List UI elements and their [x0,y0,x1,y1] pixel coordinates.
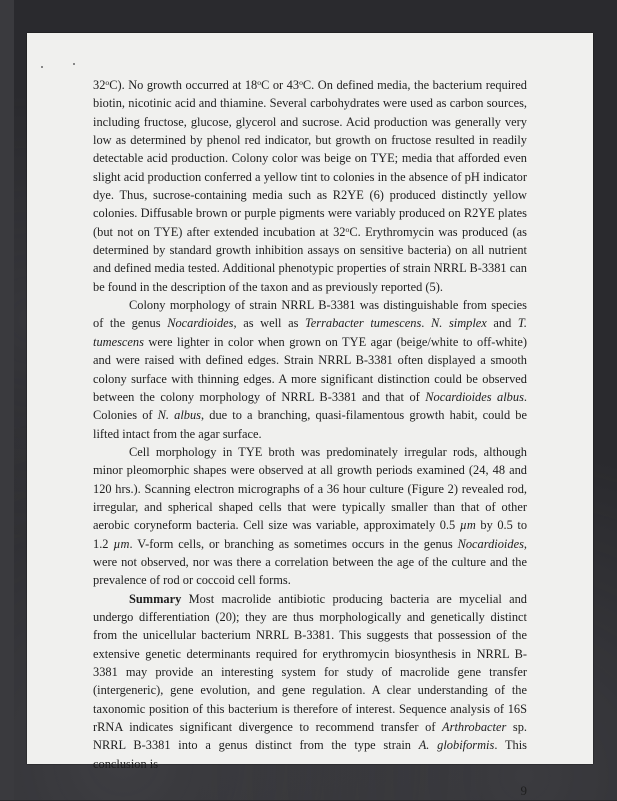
italic-term: µm [459,518,476,533]
text-run: Colony morphology of strain NRRL B-3381 was distinguishable from species of the genus [93,298,527,331]
paragraph-growth-conditions [93,76,527,296]
text-run: 32 [93,78,106,92]
text-run: Most macrolide antibiotic producing bacteria are mycelial and undergo differentiation (20); they are thus morphologically and genetically distinct from the unicellular bacterium NRRL B-3381. This suggests that possession of the extensive genetic determinants required for erythromycin biosynthesis in NRRL B-3381 may provide an interesting system for study of macrolide gene transfer (intergeneric), gene evolution, and gene regulation. A clear understanding of the taxonomic position of this bacterium is therefore of interest. Sequence analysis of 16S rRNA indicates significant divergence to recommend transfer of [93,591,527,735]
italic-term: µm [113,536,130,551]
italic-term: Nocardioides albus [425,389,524,404]
scan-speck [41,66,43,68]
text-run: . V-form cells, or branching as sometimes occurs in the genus [129,536,458,551]
text-run: C or 43 [261,78,300,92]
text-run: C. Erythromycin was produced (as determined by standard growth inhibition assays on sensitive bacteria) on all nutrient and defined media tested. Additional phenotypic properties of strain NRRL B-3381 can be found in the description of the taxon and as previously reported (5). [93,224,527,294]
degree-superscript: o [105,78,110,88]
italic-term: N. simplex [430,316,487,331]
text-run: C. On defined media, the bacterium required biotin, nicotinic acid and thiamine. Several carbohydrates were used as carbon sources, including fructose, glucose, glycerol and sucrose. Acid production was generally very low as determined by phenol red indicator, but growth on fructose resulted in readily detectable acid production. Colony color was beige on TYE; media that afforded even slight acid production conferred a yellow tint to colonies in the absence of pH indicator dye. Thus, sucrose-containing media such as R2YE (6) produced distinctly yellow colonies. Diffusable brown or purple pigments were variably produced on R2YE plates (but not on TYE) after extended incubation at 32 [93,78,527,239]
text-run: . This conclusion is [93,738,528,771]
italic-term: Nocardioides [457,536,524,551]
text-run: by 0.5 to 1.2 [93,518,528,551]
text-run: , due to a branching, quasi-filamentous growth habit, could be lifted intact from the agar surface. [93,408,528,441]
italic-term: Nocardioides [167,316,234,331]
text-run: and [486,316,518,331]
scan-speck [73,63,75,65]
text-run: . Colonies of [93,389,528,423]
italic-term: A. globiformis [418,738,495,753]
page-number: 9 [520,783,527,798]
text-run: , as well as [233,316,305,331]
text-run: , were not observed, nor was there a correlation between the age of the culture and the prevalence of rod or coccoid cell forms. [93,536,527,588]
scan-background-edge [0,0,14,800]
degree-superscript: o [257,78,262,88]
degree-superscript: o [345,224,350,234]
italic-term: Arthrobacter [442,720,507,735]
italic-term: Terrabacter tumescens [305,316,422,331]
italic-term: T. tumescens [93,316,527,349]
text-run: Cell morphology in TYE broth was predominately irregular rods, although minor pleomorphic shapes were observed at all growth periods examined (24, 48 and 120 hrs.). Scanning electron micrographs of a 36 hour culture (Figure 2) revealed rod, irregular, and spherical shaped cells that were typically smaller than that of other aerobic coryneform bacteria. Cell size was variable, approximately 0.5 [93,444,527,533]
paragraph-cell-morphology [93,443,527,590]
section-heading-summary: Summary [129,591,182,606]
degree-superscript: o [299,78,303,88]
text-run: C). No growth occurred at 18 [109,78,258,92]
text-run: . [421,316,431,331]
text-run: sp. NRRL B-3381 into a genus distinct from the type strain [93,720,527,753]
text-run: were lighter in color when grown on TYE agar (beige/white to off-white) and were raised with defined edges. Strain NRRL B-3381 often displayed a smooth colony surface with thinning edges. A more significant distinction could be observed between the colony morphology of NRRL B-3381 and that of [93,334,527,404]
document-page [27,33,593,798]
italic-term: N. albus [157,408,202,423]
page-footer [93,781,527,801]
paragraph-summary [93,590,527,773]
paragraph-colony-morphology [93,296,527,443]
body-text [93,76,527,773]
